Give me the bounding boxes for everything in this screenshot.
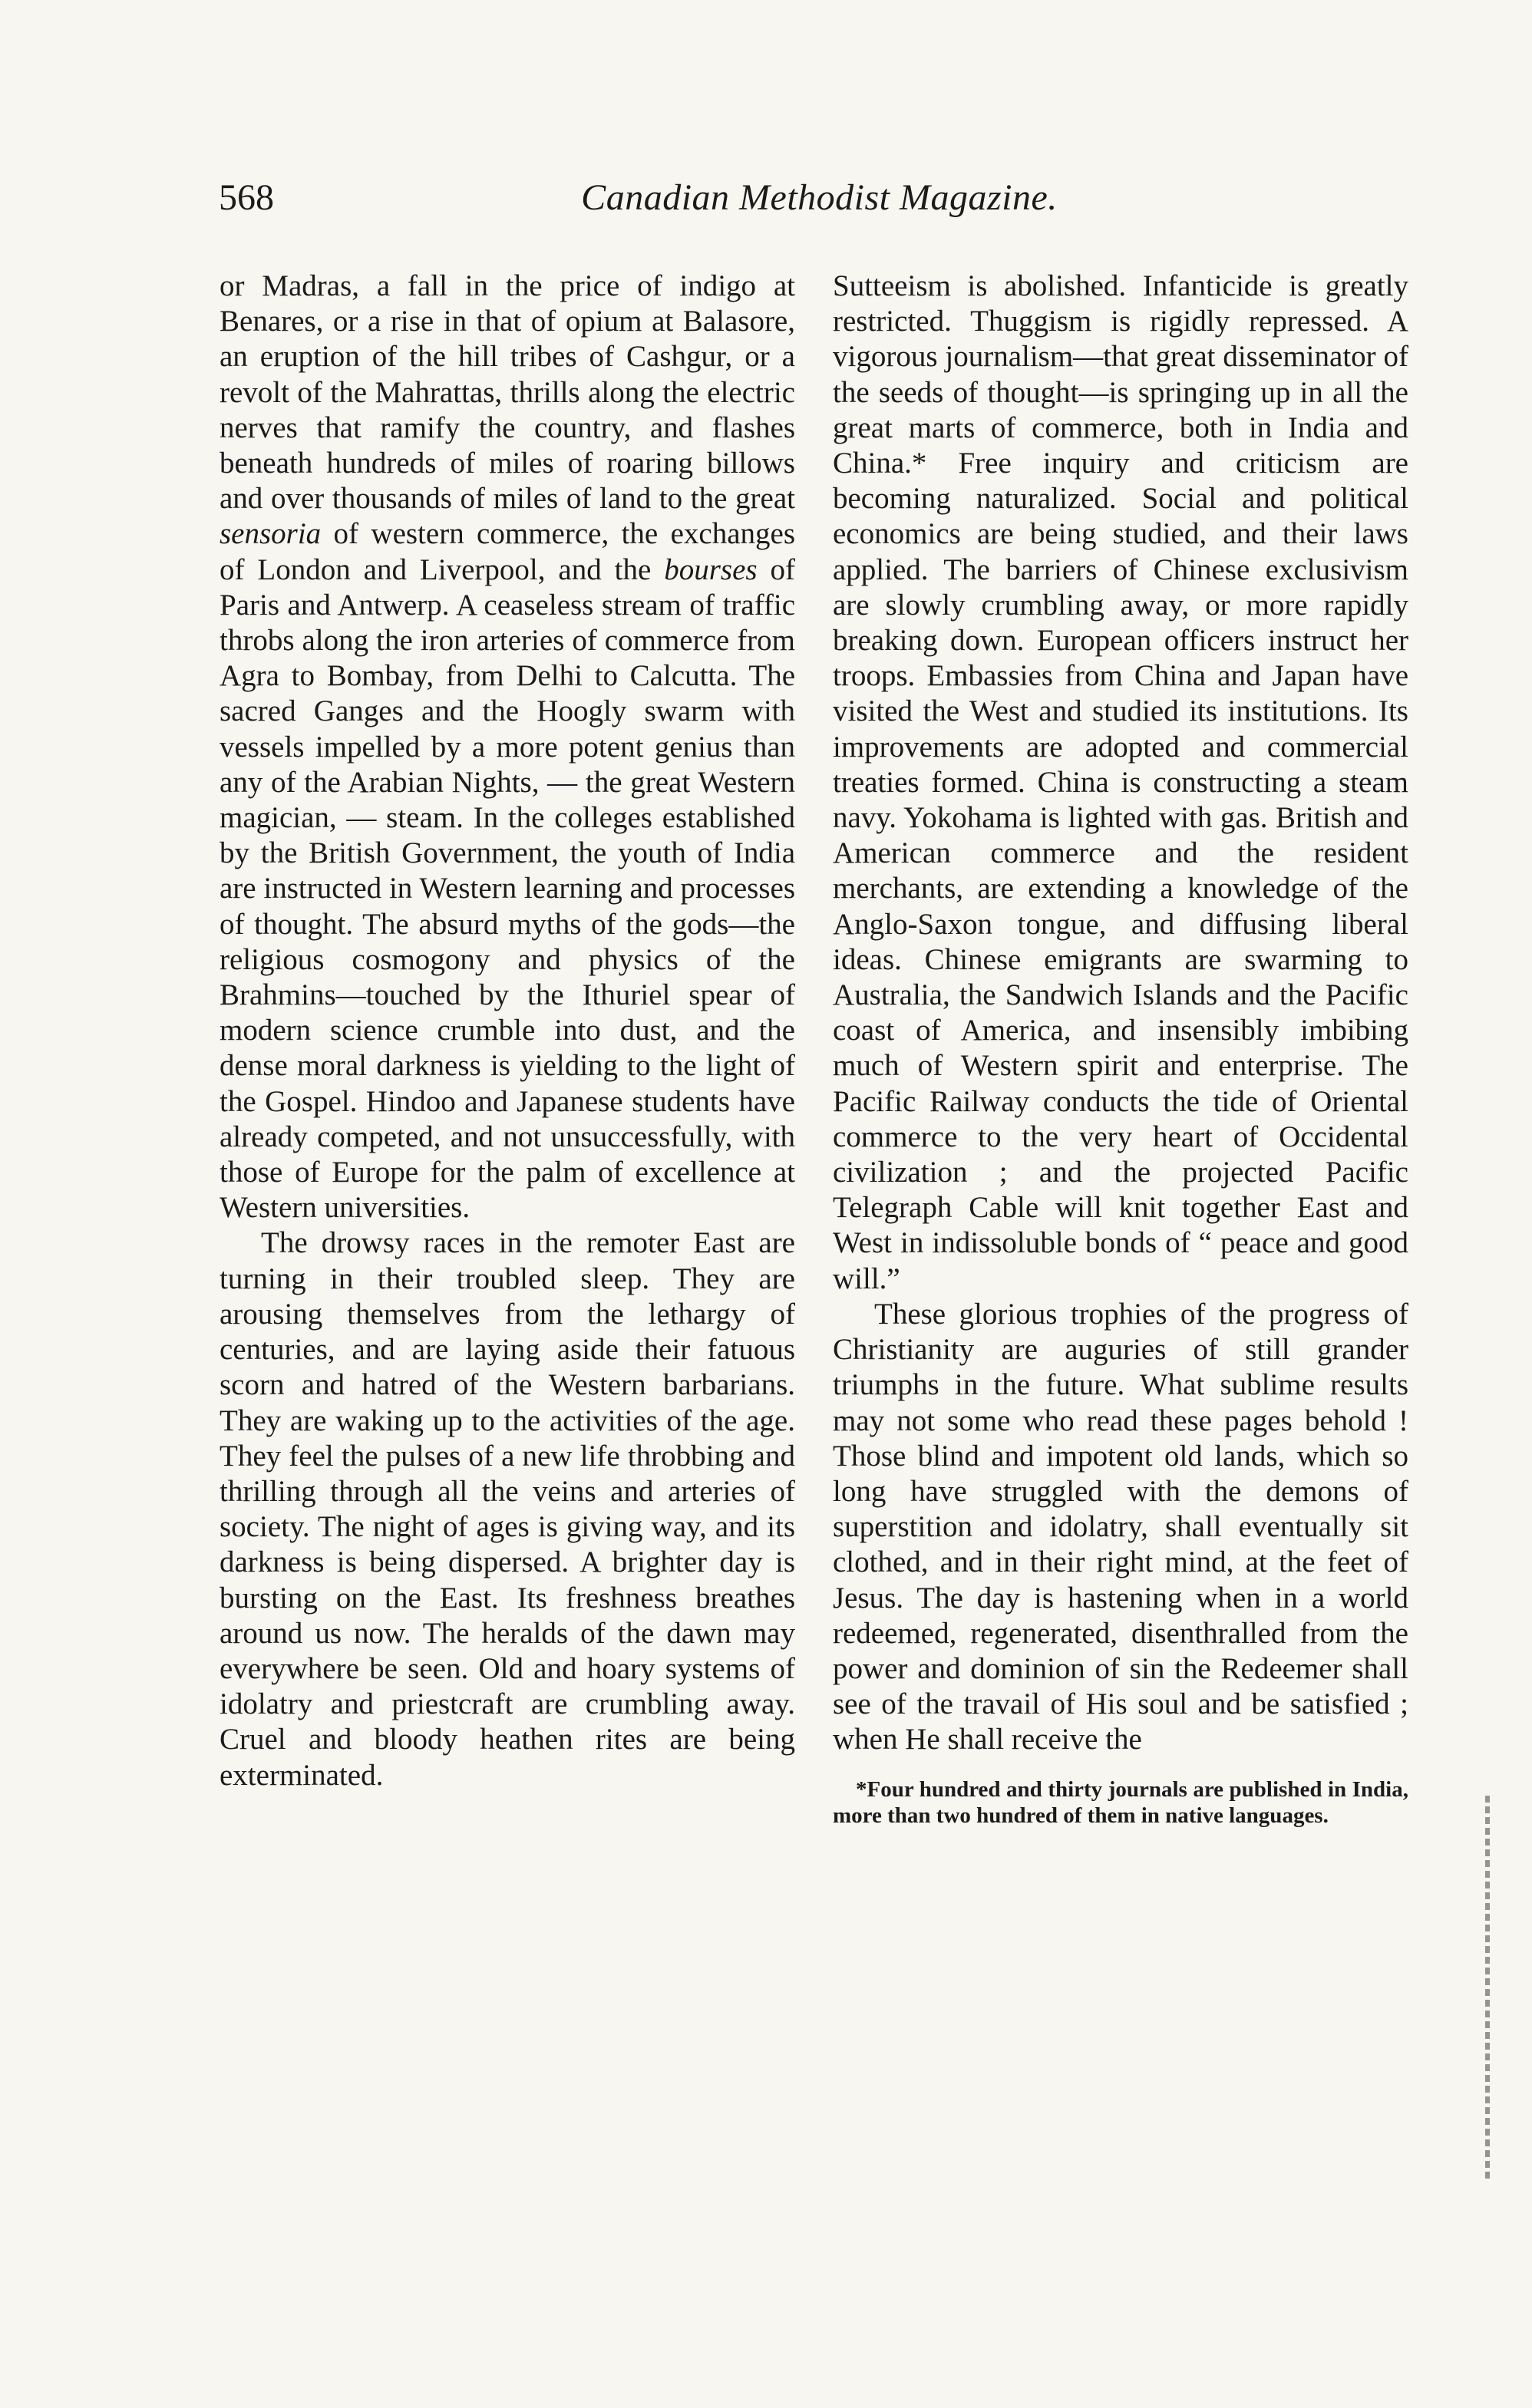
left-p1-italic-sensoria: sensoria	[220, 517, 322, 551]
left-p1-text-a: or Madras, a fall in the price of indigo at Benares, or a rise in that of opium at Balasore, an eruption of the hill tribes of Cashgur, or a revolt of the Mahrattas, thrills along the electric nerves that ramify the country, and flashes beneath hundreds of miles of roaring billows and over thousands of miles of land to the great	[220, 269, 795, 516]
left-p1-text-b: of western commerce, the exchanges of London and Liverpool, and the	[220, 517, 795, 586]
right-column	[833, 269, 1408, 1829]
left-paragraph-1	[220, 269, 795, 1225]
left-column	[220, 269, 795, 1793]
page-number: 568	[219, 177, 274, 218]
margin-scan-mark	[1485, 1796, 1490, 2179]
left-p1-text-c: of Paris and Antwerp. A ceaseless stream of traffic throbs along the iron arteries of commerce from Agra to Bombay, from Delhi to Calcutta. The sacred Ganges and the Hoogly swarm with vessels impelled by a more potent genius than any of the Arabian Nights, — the great Western magician, — steam. In the colleges established by the British Government, the youth of India are instructed in Western learning and processes of thought. The absurd myths of the gods—the religious cosmogony and physics of the Brahmins—touched by the Ithuriel spear of modern science crumble into dust, and the dense moral darkness is yielding to the light of the Gospel. Hindoo and Japanese students have already competed, and not unsuccessfully, with those of Europe for the palm of excellence at Western universities.	[220, 553, 795, 1225]
page-header	[219, 175, 1420, 221]
footnote: *Four hundred and thirty journals are published in India, more than two hundred of them in native languages.	[833, 1776, 1408, 1828]
right-paragraph-2: These glorious trophies of the progress of Christianity are auguries of still grander triumphs in the future. What sublime results may not some who read these pages behold ! Those blind and impotent old lands, which so long have struggled with the demons of superstition and idolatry, shall eventually sit clothed, and in their right mind, at the feet of Jesus. The day is hastening when in a world redeemed, regenerated, disenthralled from the power and dominion of sin the Redeemer shall see of the travail of His soul and be satisfied ; when He shall receive the	[833, 1297, 1408, 1757]
running-title: Canadian Methodist Magazine.	[581, 177, 1058, 218]
left-p1-italic-bourses: bourses	[664, 553, 758, 586]
left-paragraph-2: The drowsy races in the remoter East are turning in their troubled sleep. They are arousing themselves from the lethargy of centuries, and are laying aside their fatuous scorn and hatred of the Western barbarians. They are waking up to the activities of the age. They feel the pulses of a new life throbbing and thrilling through all the veins and arteries of society. The night of ages is giving way, and its darkness is being dispersed. A brighter day is bursting on the East. Its freshness breathes around us now. The heralds of the dawn may everywhere be seen. Old and hoary systems of idolatry and priestcraft are crumbling away. Cruel and bloody heathen rites are being exterminated.	[220, 1226, 795, 1792]
right-paragraph-1: Sutteeism is abolished. Infanticide is greatly restricted. Thuggism is rigidly repressed. A vigorous journalism—that great disseminator of the seeds of thought—is springing up in all the great marts of commerce, both in India and China.* Free inquiry and criticism are becoming naturalized. Social and political economics are being studied, and their laws applied. The barriers of Chinese exclusivism are slowly crumbling away, or more rapidly breaking down. European officers instruct her troops. Embassies from China and Japan have visited the West and studied its institutions. Its improvements are adopted and commercial treaties formed. China is constructing a steam navy. Yokohama is lighted with gas. British and American commerce and the resident merchants, are extending a knowledge of the Anglo-Saxon tongue, and diffusing liberal ideas. Chinese emigrants are swarming to Australia, the Sandwich Islands and the Pacific coast of America, and insensibly imbibing much of Western spirit and enterprise. The Pacific Railway conducts the tide of Oriental commerce to the very heart of Occidental civilization ; and the projected Pacific Telegraph Cable will knit together East and West in indissoluble bonds of “ peace and good will.”	[833, 269, 1408, 1295]
